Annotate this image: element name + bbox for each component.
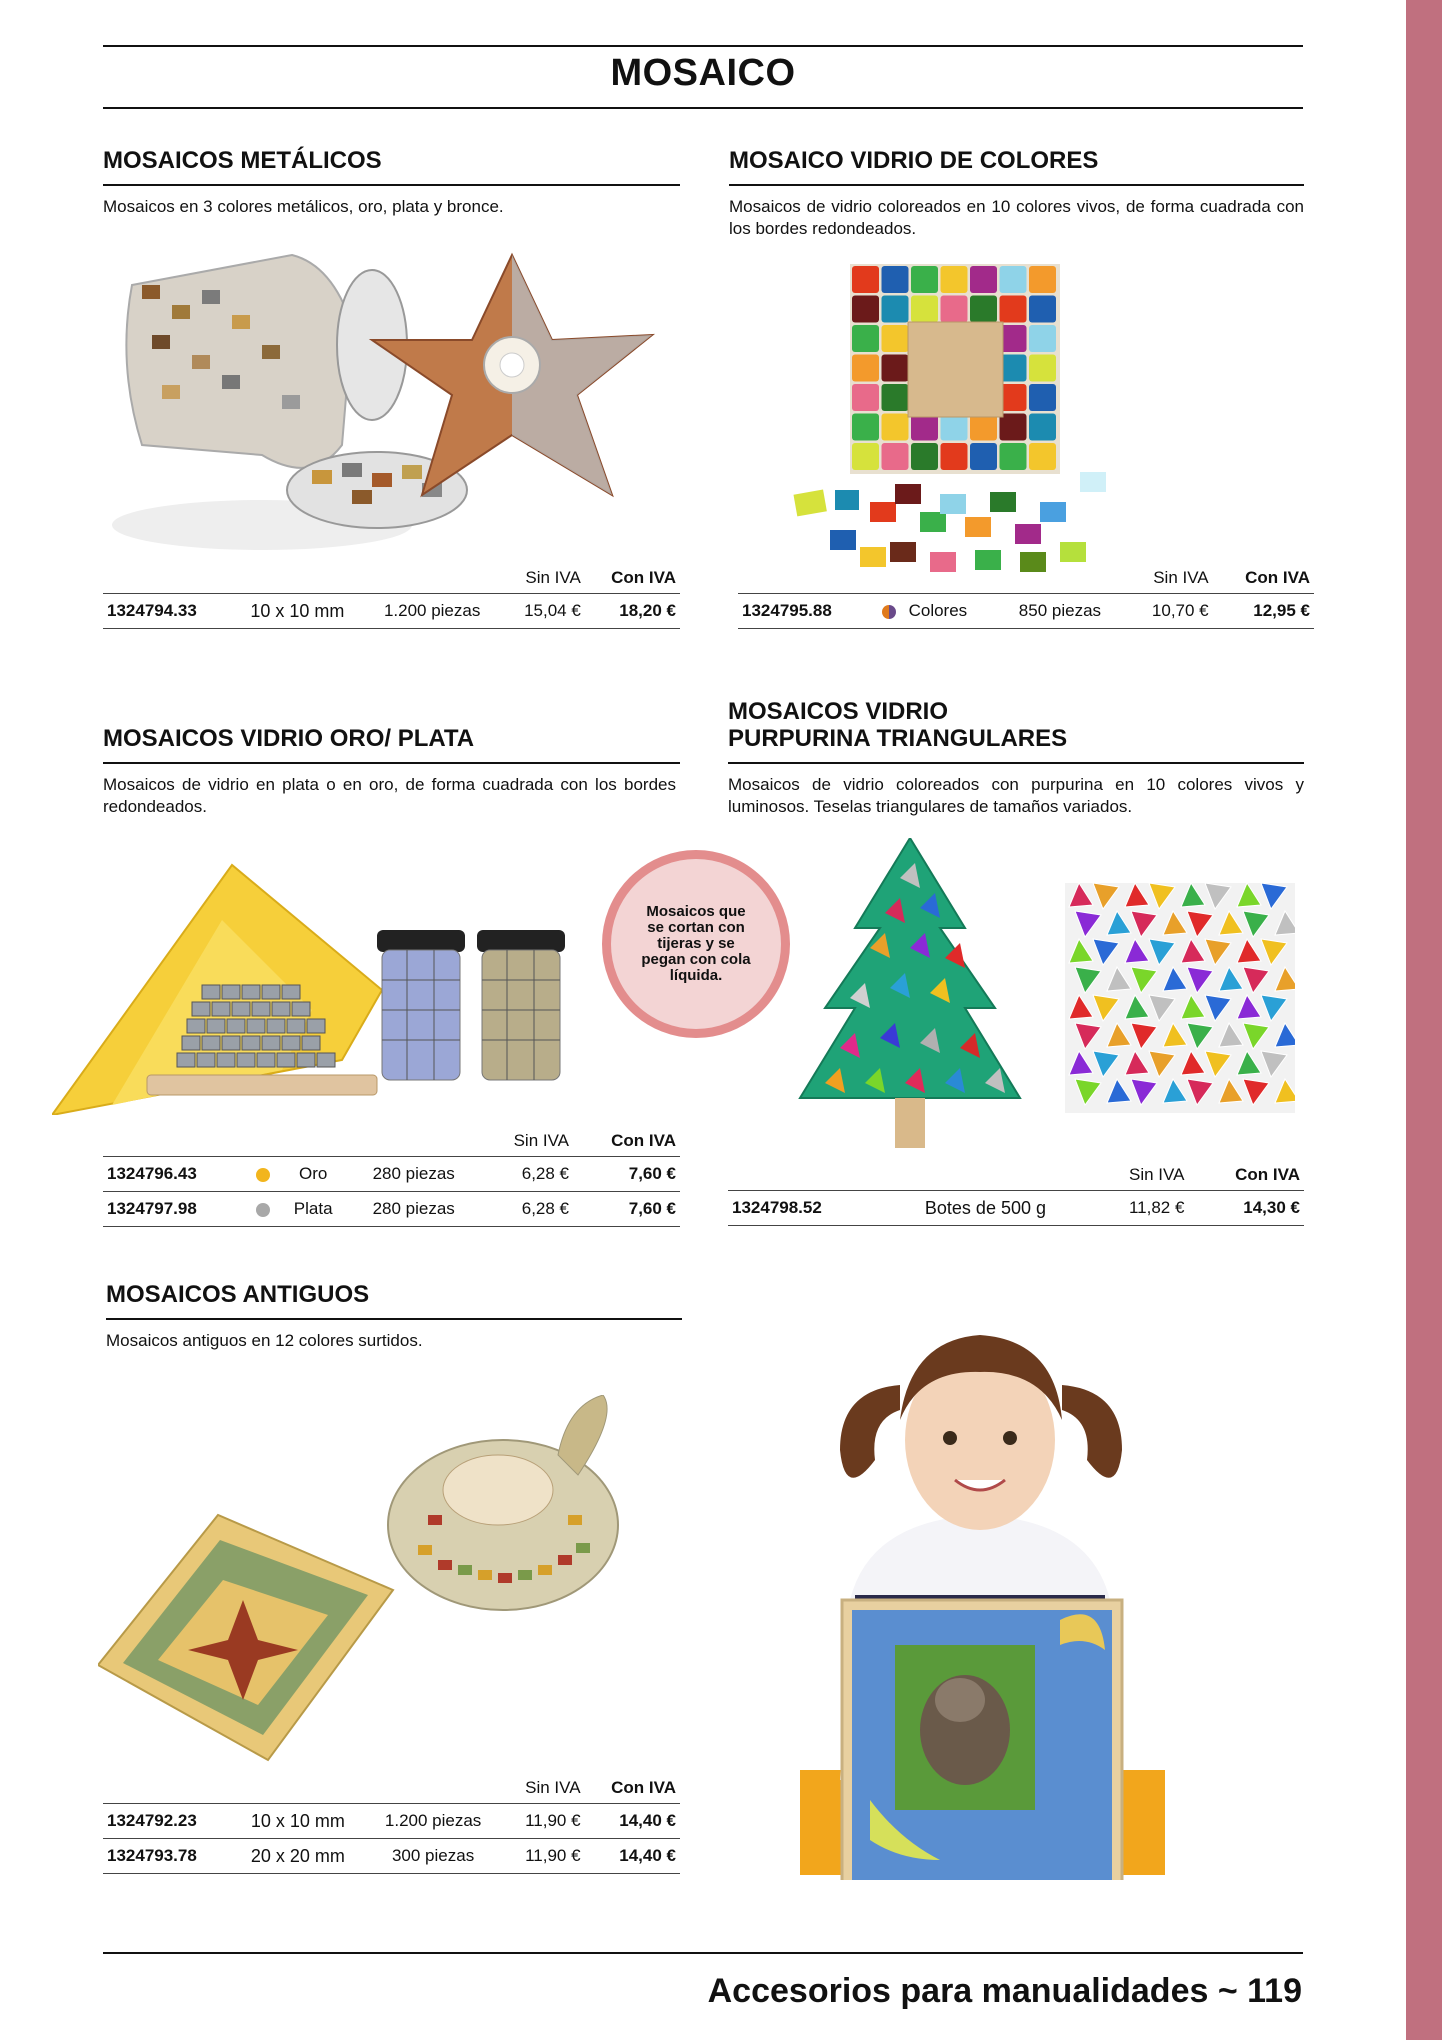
section-rule-purpurina [728,762,1304,764]
price-sin-iva: 11,90 € [501,1804,584,1839]
price-table-metalicos [103,563,680,629]
product-ref: 1324793.78 [103,1839,231,1874]
silver-dot-icon [247,1192,279,1227]
info-badge-text: Mosaicos que se cortan con tijeras y se pegan con cola líquida. [641,903,751,984]
price-con-iva: 7,60 € [573,1157,680,1192]
glitter-triangle-tiles-image [1065,883,1295,1113]
glass-mosaic-frame-image [790,262,1120,577]
footer-page-title: Accesorios para manualidades ~ 119 [707,1972,1302,2010]
table-row [103,1804,680,1839]
price-con-iva: 14,40 € [585,1839,680,1874]
price-sin-iva: 11,90 € [501,1839,584,1874]
section-title-line2: PURPURINA TRIANGULARES [728,725,1068,752]
price-con-iva: 14,30 € [1188,1191,1304,1226]
side-color-strip [1406,0,1442,2040]
section-desc-vidrio-colores: Mosaicos de vidrio coloreados en 10 colores vivos, de forma cuadrada con los bordes redondeados. [729,197,1304,238]
product-size: 10 x 10 mm [231,594,364,629]
header-sin-iva: Sin IVA [1088,1160,1189,1191]
product-name: Plata [279,1192,348,1227]
product-qty: 850 piezas [997,594,1122,629]
section-title-line1: MOSAICOS VIDRIO [728,698,949,725]
section-title-oro-plata: MOSAICOS VIDRIO ORO/ PLATA [103,725,475,752]
header-sin-iva: Sin IVA [501,1773,584,1804]
table-row [728,1191,1304,1226]
section-title-metalicos: MOSAICOS METÁLICOS [103,147,382,174]
product-qty: 280 piezas [347,1157,479,1192]
price-sin-iva: 11,82 € [1088,1191,1189,1226]
table-row [103,1839,680,1874]
footer-rule [103,1952,1303,1954]
product-qty: 1.200 piezas [365,1804,502,1839]
color-dot-icon [874,594,905,629]
price-table-purpurina [728,1160,1304,1226]
product-qty: 1.200 piezas [364,594,500,629]
product-ref: 1324798.52 [728,1191,883,1226]
table-row [103,1192,680,1227]
title-bottom-rule [103,107,1303,109]
gold-silver-mosaic-image [52,860,592,1115]
product-ref: 1324797.98 [103,1192,247,1227]
section-desc-metalicos: Mosaicos en 3 colores metálicos, oro, plata y bronce. [103,197,504,216]
glitter-christmas-tree-image [790,838,1030,1168]
info-badge [602,850,790,1038]
price-sin-iva: 15,04 € [500,594,585,629]
product-ref: 1324792.23 [103,1804,231,1839]
price-table-antiguos [103,1773,680,1874]
product-size: 10 x 10 mm [231,1804,365,1839]
girl-with-mosaic-frame-image [800,1300,1170,1880]
section-desc-antiguos: Mosaicos antiguos en 12 colores surtidos. [106,1331,423,1350]
title-top-rule [103,45,1303,47]
price-table-oro-plata [103,1126,680,1227]
section-title-purpurina [728,698,1067,752]
product-ref: 1324794.33 [103,594,231,629]
price-con-iva: 7,60 € [573,1192,680,1227]
section-desc-purpurina: Mosaicos de vidrio coloreados con purpurina en 10 colores vivos y luminosos. Teselas triangulares de tamaños variados. [728,775,1304,816]
header-con-iva: Con IVA [585,563,680,594]
product-ref: 1324795.88 [738,594,874,629]
gold-dot-icon [247,1157,279,1192]
section-rule-antiguos [106,1318,682,1320]
product-name: Oro [279,1157,348,1192]
header-con-iva: Con IVA [1188,1160,1304,1191]
price-con-iva: 14,40 € [585,1804,680,1839]
metallic-mosaic-jar-and-star-image [112,245,677,565]
header-sin-iva: Sin IVA [500,563,585,594]
header-sin-iva: Sin IVA [480,1126,573,1157]
price-con-iva: 18,20 € [585,594,680,629]
product-size: 20 x 20 mm [231,1839,365,1874]
page-title: MOSAICO [610,52,796,94]
section-desc-oro-plata: Mosaicos de vidrio en plata o en oro, de forma cuadrada con los bordes redondeados. [103,775,676,816]
price-sin-iva: 6,28 € [480,1157,573,1192]
product-ref: 1324796.43 [103,1157,247,1192]
price-sin-iva: 10,70 € [1123,594,1213,629]
section-title-vidrio-colores: MOSAICO VIDRIO DE COLORES [729,147,1099,174]
section-rule-vidrio-colores [729,184,1304,186]
header-con-iva: Con IVA [1213,563,1314,594]
header-con-iva: Con IVA [573,1126,680,1157]
table-row [103,1157,680,1192]
section-title-antiguos: MOSAICOS ANTIGUOS [106,1281,370,1308]
section-rule-oro-plata [103,762,680,764]
price-con-iva: 12,95 € [1213,594,1314,629]
table-row [103,594,680,629]
header-sin-iva: Sin IVA [1123,563,1213,594]
section-rule-metalicos [103,184,680,186]
price-table-vidrio-colores [738,563,1314,629]
product-qty: 280 piezas [347,1192,479,1227]
price-sin-iva: 6,28 € [480,1192,573,1227]
product-color: Colores [905,594,998,629]
product-desc: Botes de 500 g [883,1191,1088,1226]
antique-mosaic-lamp-and-coaster-image [98,1395,658,1765]
table-row [738,594,1314,629]
product-qty: 300 piezas [365,1839,502,1874]
header-con-iva: Con IVA [585,1773,680,1804]
